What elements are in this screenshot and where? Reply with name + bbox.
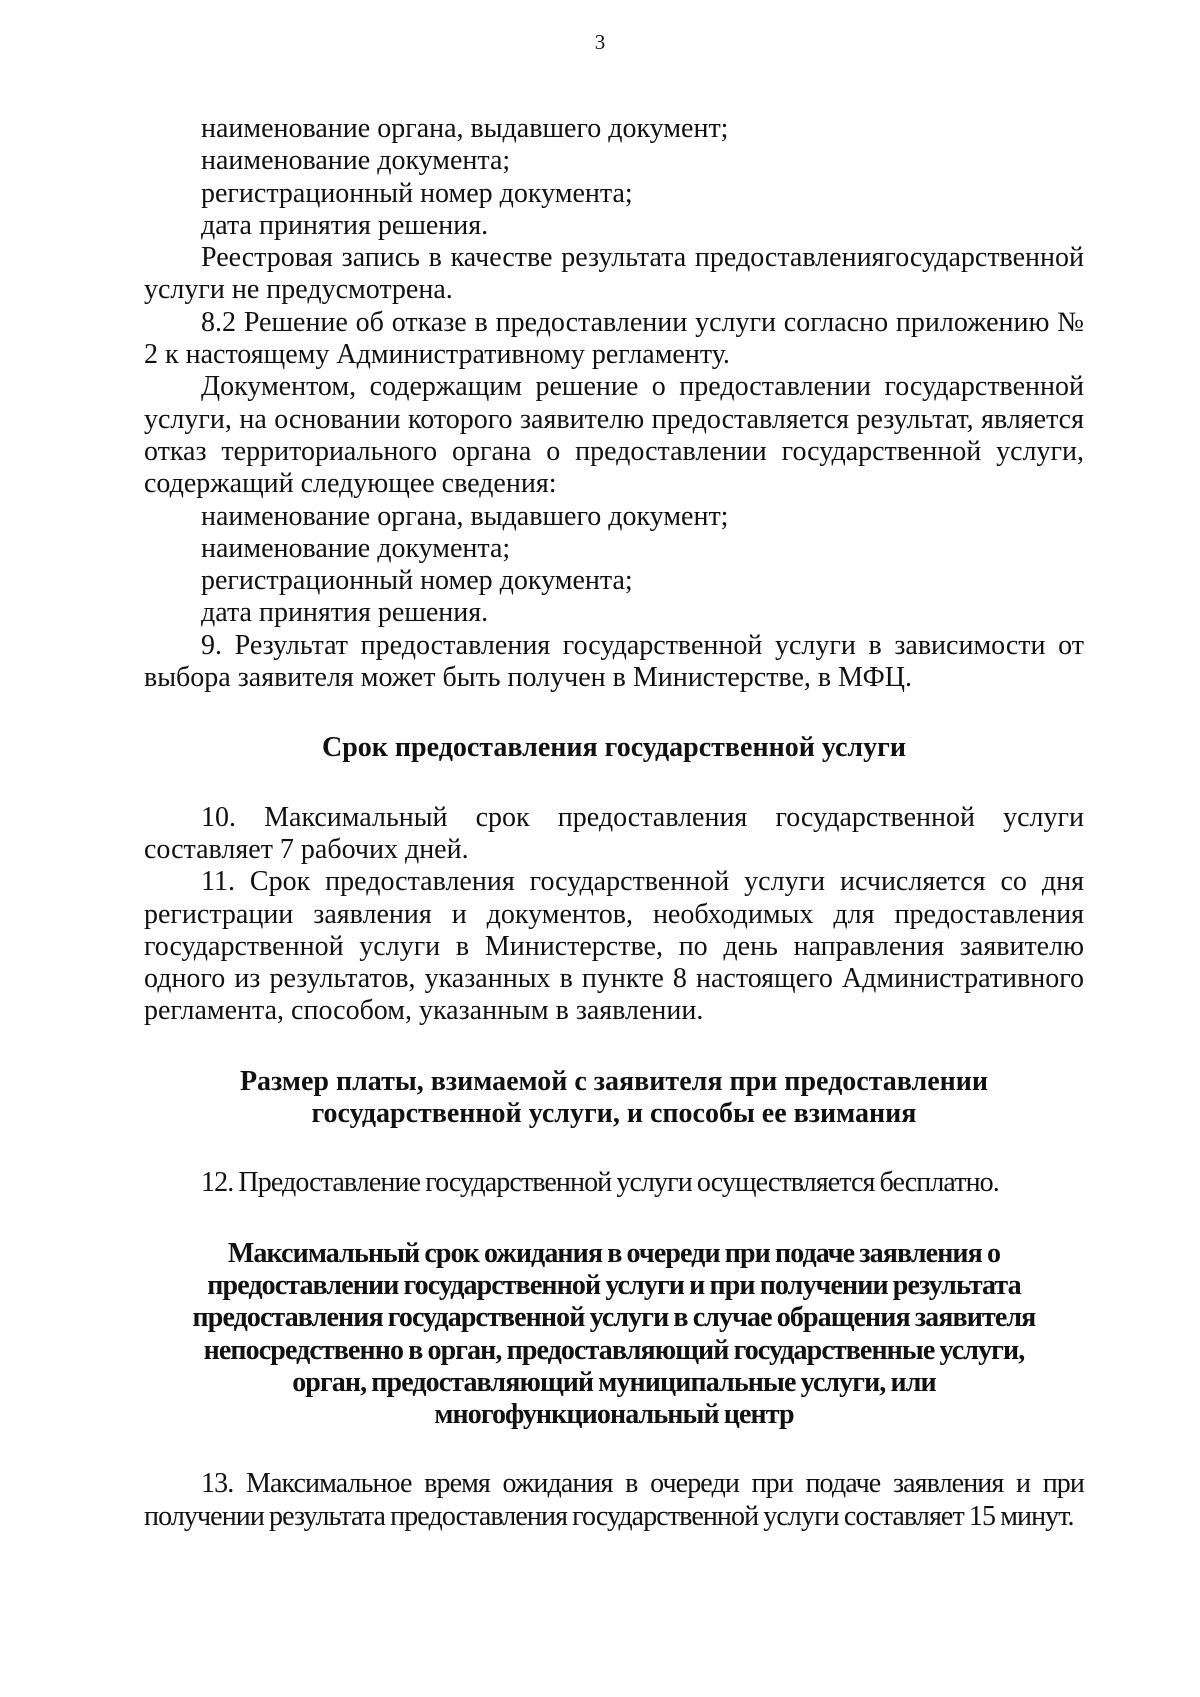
paragraph-9: 9. Результат предоставления государственной услуги в зависимости от выбора заявителя может быть получен в Министерстве, в МФЦ. <box>144 629 1084 694</box>
list-item: регистрационный номер документа; <box>201 565 633 597</box>
heading-queue-line-2: предоставлении государственной услуги и при получении результата <box>207 1269 1021 1301</box>
heading-queue-line-3: предоставления государственной услуги в случае обращения заявителя <box>192 1302 1036 1334</box>
paragraph-document-decision: Документом, содержащим решение о предоставлении государственной услуги, на основании которого заявителю предоставляется результат, является отказ территориального органа о предоставлении государственной услуги, содержащий следующее сведения: <box>144 371 1084 500</box>
heading-queue-line-1: Максимальный срок ожидания в очереди при подаче заявления о <box>227 1237 1001 1269</box>
heading-fee <box>144 1066 1084 1131</box>
page-number: 3 <box>594 30 606 54</box>
paragraph-11: 11. Срок предоставления государственной услуги исчисляется со дня регистрации заявления и документов, необходимых для предоставления государственной услуги в Министерстве, по день направления заявителю одного из результатов, указанных в пункте 8 настоящего Административного регламента, способом, указанным в заявлении. <box>144 866 1084 1027</box>
heading-queue-line-6: многофункциональный центр <box>434 1399 794 1431</box>
paragraph-registry-record: Реестровая запись в качестве результата предоставлениягосударственной услуги не предусмотрена. <box>144 242 1084 306</box>
heading-queue-line-5: орган, предоставляющий муниципальные услуги, или <box>292 1366 936 1398</box>
list-item: наименование органа, выдавшего документ; <box>201 500 729 532</box>
heading-queue-line-4: непосредственно в орган, предоставляющий государственные услуги, <box>203 1334 1025 1366</box>
heading-fee-line-2: государственной услуги, и способы ее взимания <box>311 1098 917 1130</box>
paragraph-8-2: 8.2 Решение об отказе в предоставлении услуги согласно приложению № 2 к настоящему Административному регламенту. <box>144 306 1084 371</box>
paragraph-10: 10. Максимальный срок предоставления государственной услуги составляет 7 рабочих дней. <box>144 801 1084 865</box>
list-item: наименование документа; <box>201 532 511 564</box>
heading-service-term: Срок предоставления государственной услуги <box>322 732 906 764</box>
list-item: наименование документа; <box>201 145 511 177</box>
heading-queue-time <box>144 1238 1084 1432</box>
list-item: дата принятия решения. <box>201 597 489 629</box>
list-item: дата принятия решения. <box>201 209 489 241</box>
list-item: наименование органа, выдавшего документ; <box>201 113 729 144</box>
document-body <box>144 113 1084 1533</box>
paragraph-12: 12. Предоставление государственной услуги осуществляется бесплатно. <box>201 1167 999 1199</box>
list-item: регистрационный номер документа; <box>201 177 633 209</box>
paragraph-13: 13. Максимальное время ожидания в очереди при подаче заявления и при получении результата предоставления государственной услуги составляет 15 минут. <box>144 1468 1084 1532</box>
heading-fee-line-1: Размер платы, взимаемой с заявителя при предоставлении <box>239 1065 989 1097</box>
